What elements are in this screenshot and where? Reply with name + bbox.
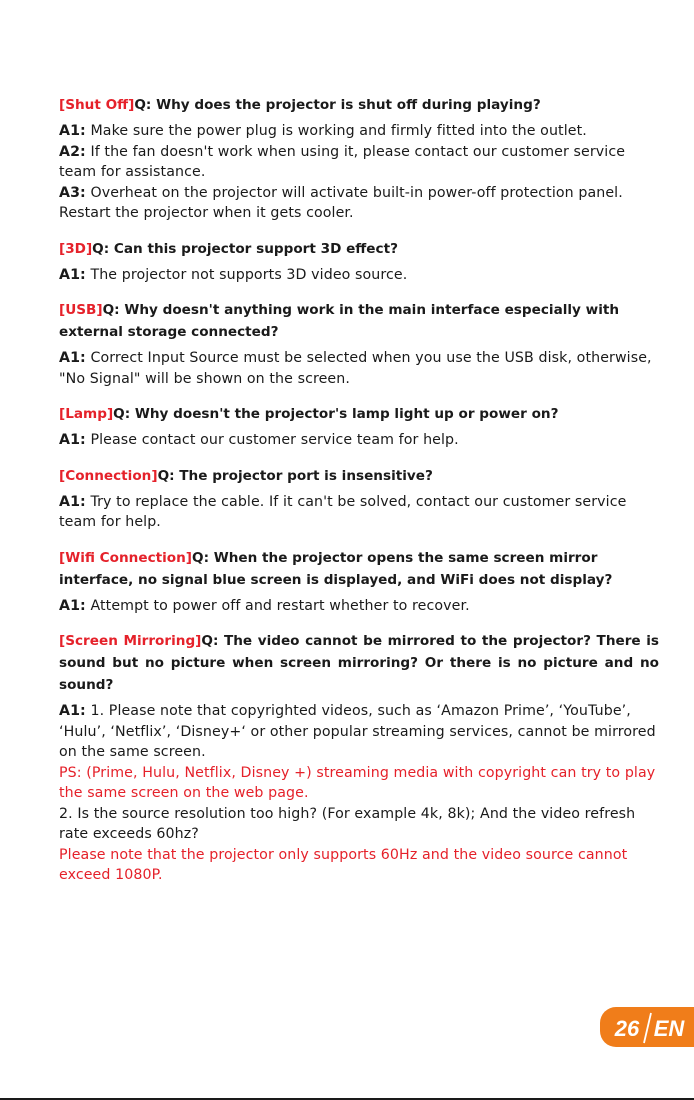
faq-tag: [Lamp] [59,406,114,422]
faq-item-wifi-connection [59,547,659,617]
faq-item-screen-mirroring [59,630,659,886]
answer-text: Overheat on the projector will activate built-in power-off protection panel. Restart the projector when it gets cooler. [59,184,623,221]
faq-answer [59,430,659,451]
faq-item-connection [59,465,659,533]
faq-answer [59,492,659,533]
faq-answer [59,183,659,224]
question-text: Q: Why does the projector is shut off during playing? [134,97,541,113]
answer-label: A1: [59,432,86,448]
page-number-badge [600,1007,694,1047]
faq-answer [59,701,659,763]
faq-answer [59,596,659,617]
faq-content [59,94,659,900]
ps-note: PS: (Prime, Hulu, Netflix, Disney +) streaming media with copyright can try to play the same screen on the web page. [59,764,656,801]
faq-question [59,94,659,116]
answer-text: Try to replace the cable. If it can't be solved, contact our customer service team for help. [59,493,627,530]
faq-tag: [Wifi Connection] [59,549,193,566]
answer-text: Attempt to power off and restart whether to recover. [85,597,470,614]
faq-tag: [Screen Mirroring] [59,633,202,649]
faq-tag: [USB] [59,302,103,318]
answer-label: A1: [59,493,86,510]
page-number: 26 [614,1016,640,1041]
faq-question [59,630,659,696]
faq-item-3d [59,238,659,286]
faq-tag: [Shut Off] [59,97,135,113]
question-text: Q: When the projector opens the same screen mirror interface, no signal blue screen is displayed, and WiFi does not display? [59,549,613,588]
answer-text: Make sure the power plug is working and firmly fitted into the outlet. [85,123,587,139]
answer-text: Correct Input Source must be selected when you use the USB disk, otherwise, "No Signal" will be shown on the screen. [59,350,652,387]
answer-text: The projector not supports 3D video source. [85,266,408,283]
page-badge-shape [600,1007,694,1047]
faq-question [59,547,659,591]
faq-tag: [Connection] [59,467,158,484]
answer-label: A1: [59,266,86,283]
question-text: Q: The projector port is insensitive? [157,467,433,484]
faq-answer [59,121,659,142]
answer-label: A1: [59,123,86,139]
answer-label: A1: [59,703,86,719]
faq-answer [59,142,659,183]
faq-item-shut-off [59,94,659,224]
answer-label: A1: [59,350,86,366]
faq-answer [59,265,659,286]
language-code: EN [653,1016,685,1041]
answer-label: A2: [59,143,86,160]
answer-text-2: 2. Is the source resolution too high? (For example 4k, 8k); And the video refresh rate exceeds 60hz? [59,805,636,842]
faq-question [59,238,659,260]
faq-question [59,299,659,343]
faq-question [59,403,659,425]
answer-text: If the fan doesn't work when using it, please contact our customer service team for assistance. [59,143,626,180]
faq-tag: [3D] [59,240,93,257]
question-text: Q: The video cannot be mirrored to the projector? There is sound but no picture when screen mirroring? Or there is no picture and no sound? [59,633,659,693]
question-text: Q: Why doesn't anything work in the main interface especially with external storage connected? [59,302,620,340]
support-note: Please note that the projector only supports 60Hz and the video source cannot exceed 1080P. [59,846,628,883]
question-text: Q: Why doesn't the projector's lamp light up or power on? [113,406,559,422]
faq-item-usb [59,299,659,389]
question-text: Q: Can this projector support 3D effect? [92,240,398,257]
faq-question [59,465,659,487]
faq-item-lamp [59,403,659,451]
answer-text: 1. Please note that copyrighted videos, such as ‘Amazon Prime’, ‘YouTube’, ‘Hulu’, ‘Netflix’, ‘Disney+‘ or other popular streaming services, cannot be mirrored on the same screen. [59,703,656,760]
answer-text: Please contact our customer service team for help. [85,432,459,448]
answer-label: A3: [59,184,86,201]
faq-answer [59,348,659,389]
answer-label: A1: [59,597,86,614]
